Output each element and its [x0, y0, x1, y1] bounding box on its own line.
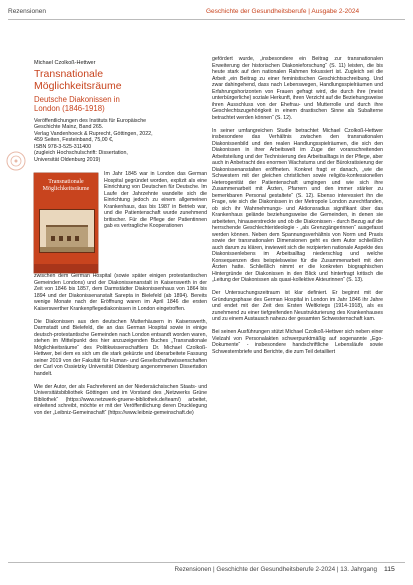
page-number: 115 [384, 566, 395, 573]
paragraph: gefördert wurde, „insbesondere ein Beitrag zur transnationalen Erweiterung der historischen Diakonieforschung“ (S. 11) leisten, die bis heute stark auf den nationalen Rahmen fokussiert ist. Zugleich sei die Arbeit „ein Beitrag zu einer feministischen Geschichtsschreibung. Und zwar dahingehend, dass nach Lebenswegen, Handlungsspielräumen und Erfahrungshorizonten von Frauen gefragt wird, die durch ihre (meist unterbürgerliche) soziale Herkunft, ihren Verzicht auf die Beziehungsweise ihren Ausschluss von der Ehefrau- und Mutterrolle und durch ihre Geschlechtszugehörigkeit in einem drastischen Sinne als Subalterne betrachtet werden können“ (S. 12). [212, 56, 383, 121]
paragraph: zwischen dem German Hospital (sowie später einigen protestantischen Gemeinden Londons) und der Diakonissenanstalt in Kaiserswerth in der Zeit von 1846 bis 1857, dem Darmstädter Diakonissenhaus von 1864 bis 1894 und der Diakonissenanstalt Sarepta in Bielefeld (ab 1894). Bereits wenige Monate nach der Eröffnung waren im April 1846 die ersten Kaiserswerther Krankenpflegediakonissen in London eingetroffen. [34, 273, 207, 312]
paragraph: Die Diakonissen aus den deutschen Mutterhäusern in Kaiserswerth, Darmstadt und Bielefeld, die an das German Hospital sowie in einige deutsch-protestantische Gemeinden nach London entsandt worden waren, stehen im Mittelpunkt des hier anzuzeigenden Buches „Transnationale Möglichkeitsräume“ des Politikwissenschaftlers Dr. Michael Czolkoß-Hettwer, bei dem es sich um die stark gekürzte und überarbeitete Fassung seiner 2019 von der Fakultät für Human- und Gesellschaftswissenschaften der Carl von Ossietzky Universität Oldenburg angenommenen Dissertation handelt. [34, 318, 207, 377]
biblio-line: Universität Oldenburg 2019) [34, 156, 101, 163]
biblio-line: Geschichte Mainz, Band 265. [34, 124, 104, 130]
cover-title: Transnationale Möglichkeitsräume [42, 179, 90, 192]
biblio-line: ISBN 978-3-525-311400 [34, 143, 92, 150]
biblio-line: 459 Seiten, Festeinband, 75,00 €, [34, 137, 114, 143]
left-column [34, 60, 207, 423]
book-title [34, 68, 207, 92]
running-header-journal: Geschichte der Gesundheitsberufe | Ausgabe 2-2024 [206, 8, 360, 15]
intro-with-cover [34, 171, 207, 273]
paragraph: Bei seinen Ausführungen stützt Michael Czolkoß-Hettwer sich neben einer Vielzahl von Personalakten schwerpunktmäßig auf sogenannte „Ego-Dokumente“ - insbesondere handschriftliche Lebensläufe sowie Schwesternbriefe und Berichte, die zum Teil detailliert [212, 329, 383, 355]
cover-illustration [39, 209, 95, 253]
running-header-section: Rezensionen [8, 8, 46, 15]
book-title-line-2: Möglichkeitsräume [34, 79, 122, 92]
footer-divider [8, 562, 405, 563]
paragraph: Wie der Autor, der als Fachreferent an der Niedersächsischen Staats- und Universitätsbibliothek Göttingen und im Vorstand des „Netzwerks Grüne Bibliothek“ (https://www.netzwerk-gruene-bibliothek.de/team/) arbeitet, einleitend schreibt, möchte er mit der Veröffentlichung deren Drucklegung von der „Leibniz-Gemeinschaft“ (https://www.leibniz-gemeinschaft.de) [34, 383, 207, 416]
book-title-line-1: Transnationale [34, 67, 104, 80]
biblio-line: Veröffentlichungen des Instituts für Europäische [34, 117, 147, 124]
running-footer: Rezensionen | Geschichte der Gesundheitsberufe 2-2024 | 13. Jahrgang [174, 566, 377, 573]
book-subtitle-line-2: London (1846-1918) [34, 103, 105, 113]
paragraph: Der Untersuchungszeitraum ist klar definiert. Er beginnt mit der Gründungsphase des German Hospital in London im Jahr 1846 ihr Jahre und endet mit der Zeit des Ersten Weltkriegs (1914-1918), als es zunehmend zu einer tiefgreifenden Neustrukturierung des Krankenhauses und zu einem Austausch nahezu der gesamten Schwesternschaft kam. [212, 290, 383, 322]
paragraph: In seiner umfangreichen Studie betrachtet Michael Czolkoß-Hettwer insbesondere das Verhältnis zwischen den transnationalen Diakonissenbild und den realen Handlungsspielräumen, die sich den Diakonissen in ihrer Arbeitswelt im Zuge der voranschreitenden Arbeitsteilung und der Technisierung des Arbeitsalltags in der Pflege, aber auch in Anbetracht des enormen Wachstums und der Bürokratisierung der Diakonissenanstalten eröffneten. Konkret fragt er danach, „wie die Schwestern mit der gleichen christlichen sowie religiös-konfessionellen Heterogenität der Patientenschaft umgingen und wie sich ihre Zusammenarbeit mit Ärzten, Pfarrern und den immer stärker zu bemerkbaren Personal gestaltete“ (S. 12). Ebenso interessiert ihn die Frage, wie sich die Diakonissen in der Metropole London zurechtfanden, ob sich ihr Wahrnehmungs- und Aktionsradius signifikant über das Krankenhaus gelände beziehungsweise die Gemeinden, in denen sie arbeiteten, hinauserstreckte und ob die Diakonissen - durch Bezug auf die herrschende Geschlechterideologie - „als Grenzgängerinnen“ ausgefasst werden können. Neben dem Spannungsverhältnis von Norm und Praxis sowie der transnationalen Dimensionen geht es dem Autor schließlich auch darum zu klären, inwieweit sich die rezipierten nationale Aspekte des Diakonissenlebens im Arbeitsalltag niederschlug und welche Konsequenzen dies beispielsweise für die Zusammenarbeit mit den Ärzten hatte. Schließlich nimmt er die konkreten biographischen Hintergründe der Diakonissen in den Blick und hinterfragt kritisch die „Leitung der Diakonissen als quasi-kollektive Akteurinnen“ (S. 13). [212, 127, 383, 283]
biblio-line: (zugleich Hochschulschrift: Dissertation, [34, 150, 128, 156]
book-subtitle-line-1: Deutsche Diakonissen in [34, 94, 120, 104]
biblio-line: Verlag Vandenhoeck & Ruprecht, Göttingen, 2022, [34, 130, 153, 137]
book-cover-image [34, 173, 98, 273]
review-author: Michael Czolkoß-Hettwer [34, 60, 96, 66]
header-divider [8, 19, 405, 20]
right-column [212, 56, 383, 362]
paragraph: Im Jahr 1845 war in London das German Hospital gegründet worden, explizit als eine Einrichtung von Deutschen für Deutsche. Im Laufe der Jahrzehnte wandelte sich die Einrichtung jedoch zu einem allgemeinen Krankenhaus, das bis 1987 in Betrieb war, und die Patientenschaft wurde zunehmend britischer. Für die Pflege der Patientinnen gab es vertragliche Kooperationen [104, 171, 207, 229]
decorative-ornament-icon [3, 148, 29, 174]
book-subtitle [34, 95, 207, 113]
bibliographic-info [34, 118, 207, 164]
